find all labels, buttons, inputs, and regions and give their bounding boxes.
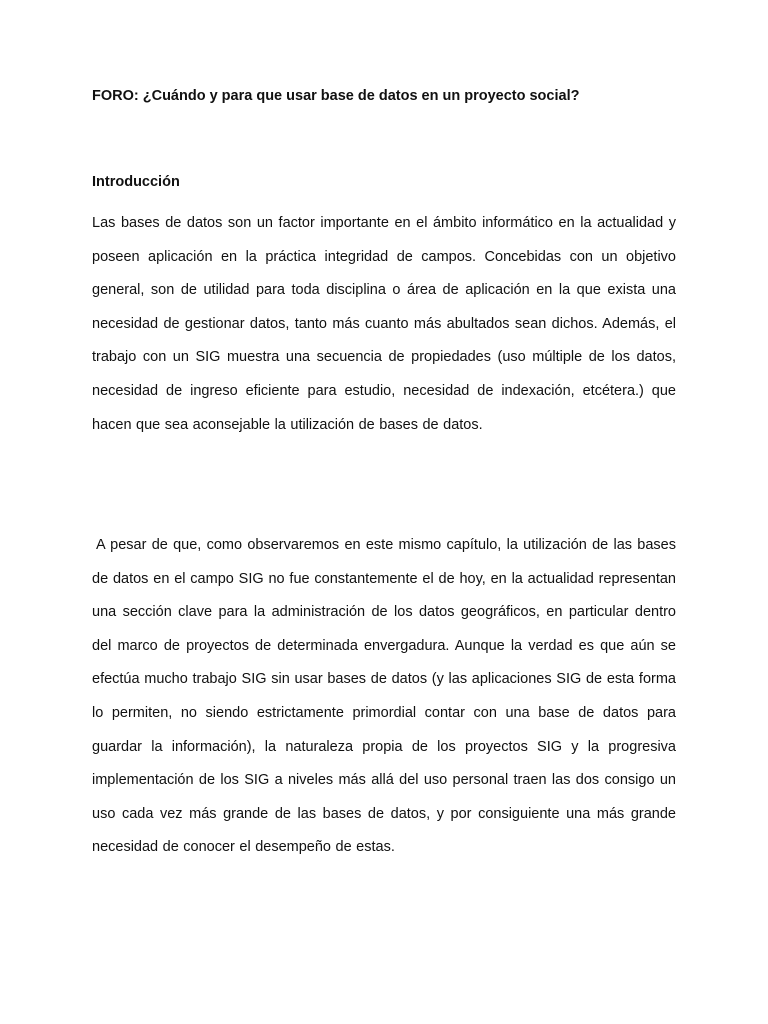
section-heading-introduccion: Introducción (92, 174, 180, 190)
document-title: FORO: ¿Cuándo y para que usar base de datos en un proyecto social? (92, 88, 580, 104)
paragraph-2: A pesar de que, como observaremos en este mismo capítulo, la utilización de las bases de datos en el campo SIG no fue constantemente el de hoy, en la actualidad representan una sección clave para la administración de los datos geográficos, en particular dentro del marco de proyectos de determinada envergadura. Aunque la verdad es que aún se efectúa mucho trabajo SIG sin usar bases de datos (y las aplicaciones SIG de esta forma lo permiten, no siendo estrictamente primordial contar con una base de datos para guardar la información), la naturaleza propia de los proyectos SIG y la progresiva implementación de los SIG a niveles más allá del uso personal traen las dos consigo un uso cada vez más grande de las bases de datos, y por consiguiente una más grande necesidad de conocer el desempeño de estas. (92, 537, 676, 856)
paragraph-1: Las bases de datos son un factor importante en el ámbito informático en la actualidad y poseen aplicación en la práctica integridad de campos. Concebidas con un objetivo general, son de utilidad para toda disciplina o área de aplicación en la que exista una necesidad de gestionar datos, tanto más cuanto más abultados sean dichos. Además, el trabajo con un SIG muestra una secuencia de propiedades (uso múltiple de los datos, necesidad de ingreso eficiente para estudio, necesidad de indexación, etcétera.) que hacen que sea aconsejable la utilización de bases de datos. (92, 215, 676, 433)
